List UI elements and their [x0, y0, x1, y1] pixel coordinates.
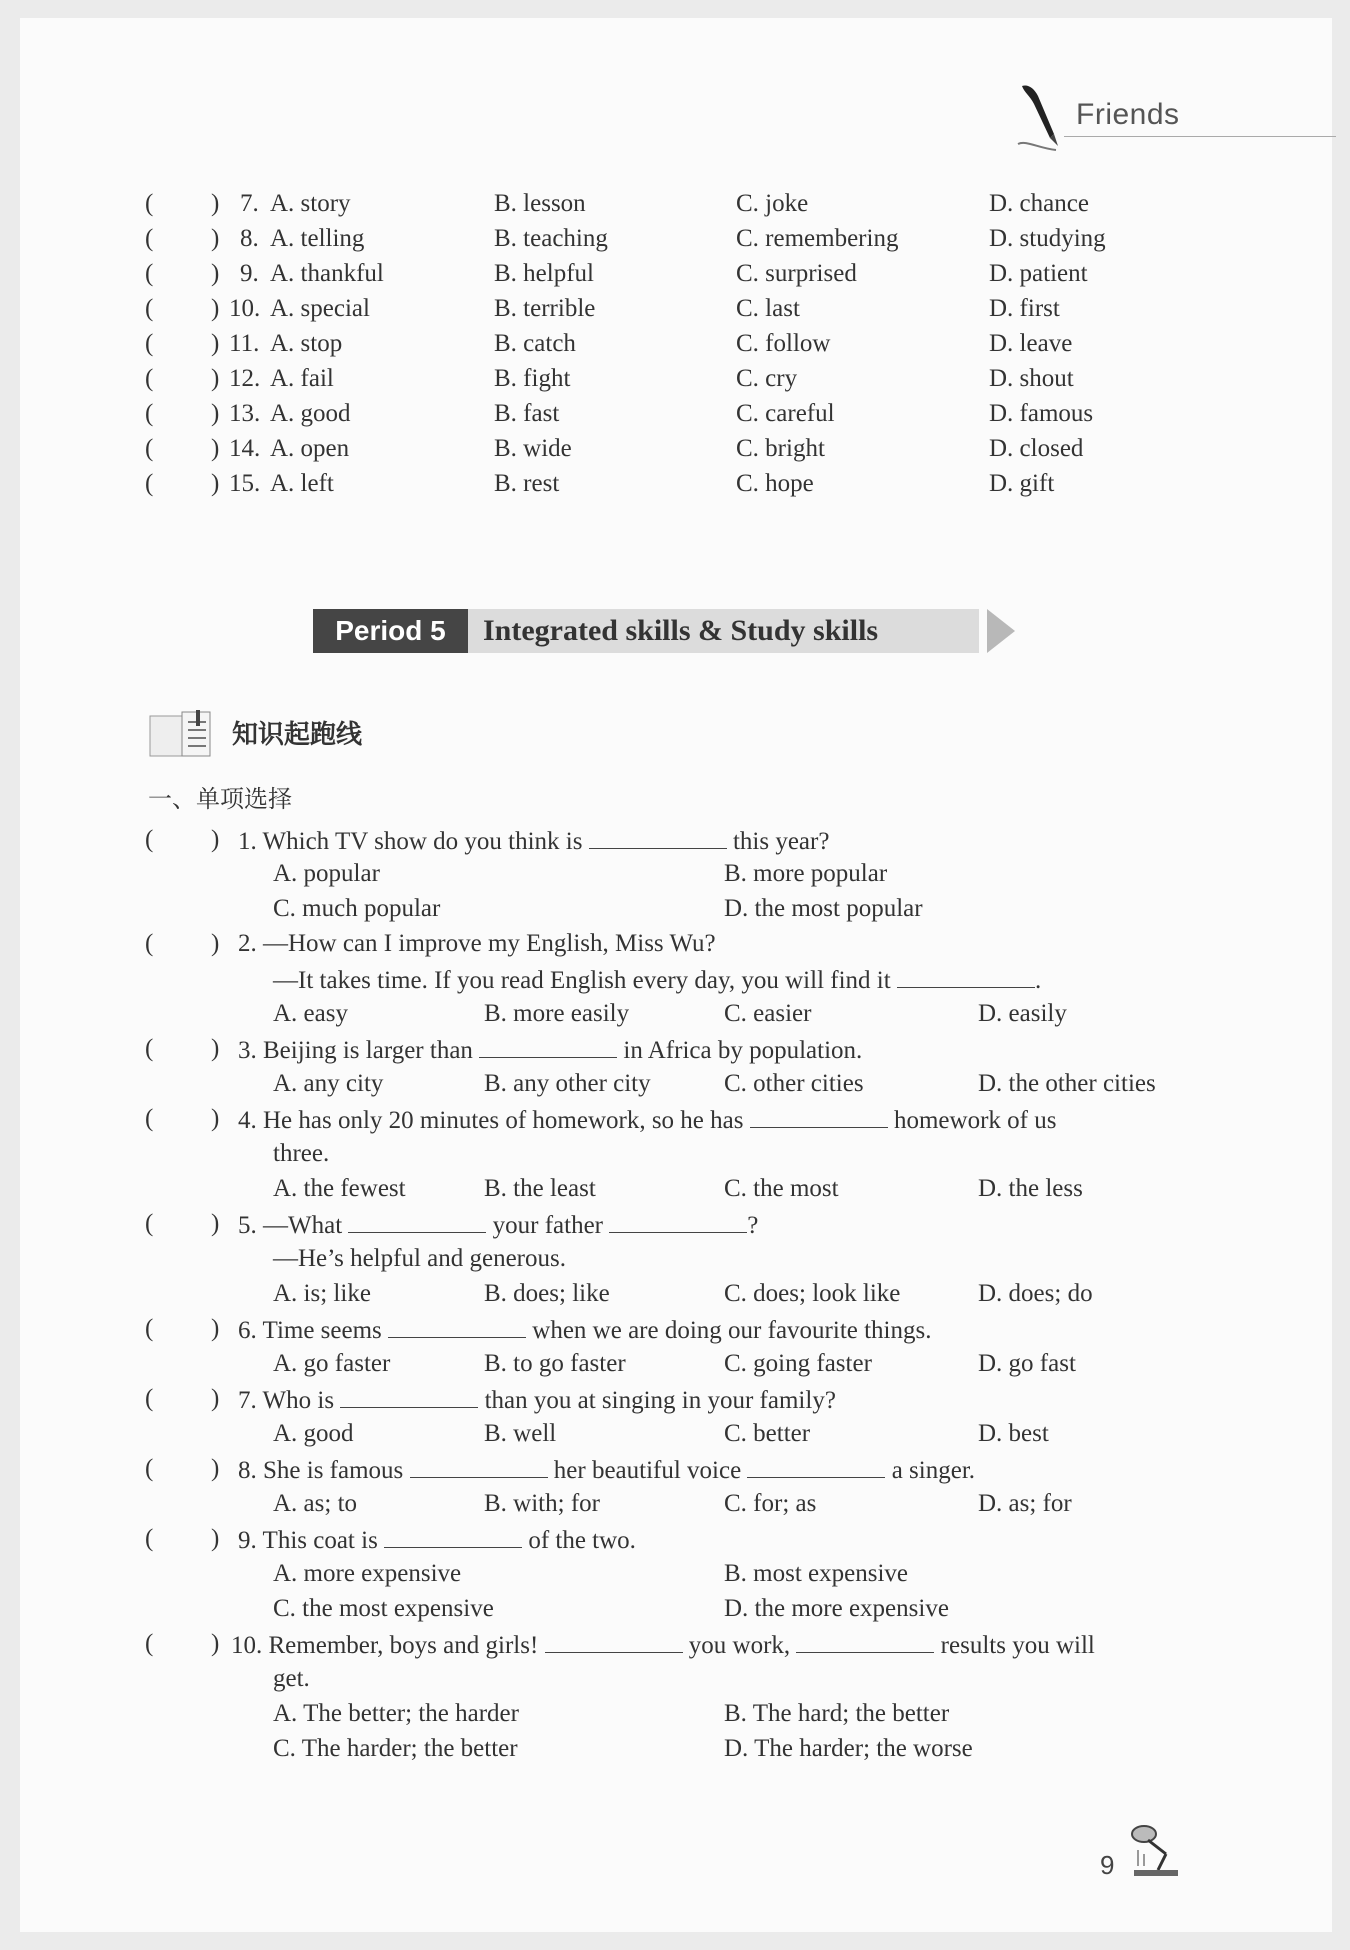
- option-d: D. as; for: [978, 1490, 1072, 1517]
- answer-blank: [479, 1035, 617, 1058]
- answer-blank: [747, 1455, 885, 1478]
- question-text: 7. Who is: [238, 1387, 335, 1414]
- answer-blank: [348, 1210, 486, 1233]
- period-label: Period 5: [313, 609, 468, 653]
- option-a: A. The better; the harder: [273, 1700, 519, 1727]
- option-b: B. the least: [484, 1175, 596, 1202]
- question-text: 8. She is famous: [238, 1457, 404, 1484]
- option-d: D. the more expensive: [724, 1595, 949, 1622]
- header-rule: [1064, 136, 1336, 137]
- option-b: B. wide: [494, 435, 572, 462]
- option-a: A. fail: [270, 365, 334, 392]
- option-a: A. as; to: [273, 1490, 358, 1517]
- answer-blank: [384, 1525, 522, 1548]
- option-d: D. closed: [989, 435, 1084, 462]
- option-d: D. does; do: [978, 1280, 1093, 1307]
- option-b: B. rest: [494, 470, 560, 497]
- option-a: A. good: [270, 400, 351, 427]
- option-b: B. The hard; the better: [724, 1700, 950, 1727]
- option-d: D. go fast: [978, 1350, 1076, 1377]
- option-c: C. does; look like: [724, 1280, 901, 1307]
- answer-blank: [897, 965, 1035, 988]
- option-c: C. careful: [736, 400, 835, 427]
- option-c: C. easier: [724, 1000, 812, 1027]
- option-c: C. the most: [724, 1175, 839, 1202]
- question-text: her beautiful voice: [553, 1457, 742, 1484]
- period-banner: [313, 609, 979, 653]
- cloze-number: 15.: [229, 470, 261, 497]
- question-text: 2. —How can I improve my English, Miss Wu?: [238, 930, 716, 957]
- question-text: in Africa by population.: [623, 1037, 863, 1064]
- answer-blank: [388, 1315, 526, 1338]
- answer-blank: [410, 1455, 548, 1478]
- option-d: D. chance: [989, 190, 1089, 217]
- option-d: D. the less: [978, 1175, 1083, 1202]
- section-title: 知识起跑线: [232, 720, 363, 750]
- cloze-number: 14.: [229, 435, 261, 462]
- option-a: A. thankful: [270, 260, 384, 287]
- cloze-number: 8.: [240, 225, 259, 252]
- cloze-number: 9.: [240, 260, 259, 287]
- question-text: [273, 965, 1041, 995]
- question-text: 3. Beijing is larger than: [238, 1037, 473, 1064]
- pen-icon: [1016, 82, 1066, 154]
- option-c: C. the most expensive: [273, 1595, 494, 1622]
- question-text-part: .: [1034, 967, 1042, 994]
- cloze-number: 11.: [229, 330, 260, 357]
- question-text: 6. Time seems: [238, 1317, 382, 1344]
- option-a: A. special: [270, 295, 370, 322]
- option-a: A. good: [273, 1420, 354, 1447]
- question-text: you work,: [688, 1632, 791, 1659]
- answer-blank: [589, 826, 727, 849]
- question-text: results you will: [940, 1632, 1095, 1659]
- option-a: A. open: [270, 435, 350, 462]
- option-b: B. does; like: [484, 1280, 610, 1307]
- option-c: C. better: [724, 1420, 811, 1447]
- page-number: 9: [1100, 1850, 1115, 1880]
- cloze-number: 13.: [229, 400, 261, 427]
- cloze-number: 10.: [229, 295, 261, 322]
- question-text: 4. He has only 20 minutes of homework, so he has: [238, 1107, 744, 1134]
- question-text: this year?: [732, 828, 830, 855]
- option-b: B. more easily: [484, 1000, 630, 1027]
- question-text-continued: three.: [273, 1140, 330, 1167]
- option-b: B. most expensive: [724, 1560, 909, 1587]
- question-text: homework of us: [893, 1107, 1057, 1134]
- question-text-part: —It takes time. If you read English every day, you will find it: [273, 967, 891, 994]
- option-a: A. is; like: [273, 1280, 371, 1307]
- option-d: D. easily: [978, 1000, 1067, 1027]
- option-a: A. telling: [270, 225, 365, 252]
- option-c: C. hope: [736, 470, 814, 497]
- option-c: C. other cities: [724, 1070, 864, 1097]
- cloze-number: 7.: [240, 190, 259, 217]
- option-b: B. terrible: [494, 295, 596, 322]
- section-subtitle: 一、单项选择: [148, 785, 292, 813]
- option-a: A. go faster: [273, 1350, 391, 1377]
- option-c: C. much popular: [273, 895, 441, 922]
- option-b: B. with; for: [484, 1490, 600, 1517]
- option-d: D. first: [989, 295, 1060, 322]
- option-d: D. famous: [989, 400, 1094, 427]
- option-a: A. stop: [270, 330, 343, 357]
- question-text: 5. —What: [238, 1212, 343, 1239]
- question-reply: —He’s helpful and generous.: [273, 1245, 566, 1272]
- option-c: C. bright: [736, 435, 825, 462]
- option-a: A. popular: [273, 860, 380, 887]
- option-d: D. The harder; the worse: [724, 1735, 973, 1762]
- option-d: D. studying: [989, 225, 1106, 252]
- unit-title: Friends: [1076, 98, 1180, 131]
- option-a: A. more expensive: [273, 1560, 462, 1587]
- option-b: B. well: [484, 1420, 557, 1447]
- answer-blank: [340, 1385, 478, 1408]
- option-d: D. shout: [989, 365, 1074, 392]
- option-b: B. lesson: [494, 190, 586, 217]
- question-text: of the two.: [528, 1527, 636, 1554]
- option-a: A. easy: [273, 1000, 348, 1027]
- desk-lamp-icon: [1126, 1820, 1184, 1878]
- option-c: C. joke: [736, 190, 809, 217]
- option-c: C. going faster: [724, 1350, 872, 1377]
- answer-blank: [796, 1630, 934, 1653]
- option-a: A. the fewest: [273, 1175, 406, 1202]
- option-b: B. to go faster: [484, 1350, 626, 1377]
- option-c: C. for; as: [724, 1490, 817, 1517]
- question-text: 9. This coat is: [238, 1527, 378, 1554]
- option-b: B. teaching: [494, 225, 608, 252]
- option-c: C. last: [736, 295, 800, 322]
- answer-blank: [545, 1630, 683, 1653]
- question-text: when we are doing our favourite things.: [532, 1317, 932, 1344]
- question-text-continued: get.: [273, 1665, 310, 1692]
- option-d: D. patient: [989, 260, 1088, 287]
- option-b: B. fast: [494, 400, 560, 427]
- cloze-number: 12.: [229, 365, 261, 392]
- option-c: C. remembering: [736, 225, 899, 252]
- option-c: C. follow: [736, 330, 831, 357]
- question-text: than you at singing in your family?: [484, 1387, 836, 1414]
- option-b: B. catch: [494, 330, 576, 357]
- option-d: D. the other cities: [978, 1070, 1156, 1097]
- period-title: Integrated skills & Study skills: [483, 614, 879, 647]
- option-b: B. fight: [494, 365, 571, 392]
- page-header: [1016, 82, 1336, 157]
- option-b: B. more popular: [724, 860, 888, 887]
- option-a: A. any city: [273, 1070, 384, 1097]
- option-c: C. surprised: [736, 260, 857, 287]
- question-text: your father: [492, 1212, 604, 1239]
- option-b: B. helpful: [494, 260, 594, 287]
- question-text: 10. Remember, boys and girls!: [231, 1632, 539, 1659]
- option-d: D. best: [978, 1420, 1049, 1447]
- answer-blank: [750, 1105, 888, 1128]
- answer-blank: [609, 1210, 747, 1233]
- question-text: ?: [747, 1212, 759, 1239]
- option-a: A. left: [270, 470, 334, 497]
- question-text: a singer.: [891, 1457, 976, 1484]
- option-c: C. The harder; the better: [273, 1735, 518, 1762]
- notebook-icon: [148, 710, 216, 760]
- option-a: A. story: [270, 190, 351, 217]
- banner-arrow-icon: [987, 609, 1015, 653]
- question-text: 1. Which TV show do you think is: [238, 828, 583, 855]
- option-c: C. cry: [736, 365, 798, 392]
- option-d: D. the most popular: [724, 895, 923, 922]
- option-b: B. any other city: [484, 1070, 651, 1097]
- option-d: D. gift: [989, 470, 1055, 497]
- option-d: D. leave: [989, 330, 1073, 357]
